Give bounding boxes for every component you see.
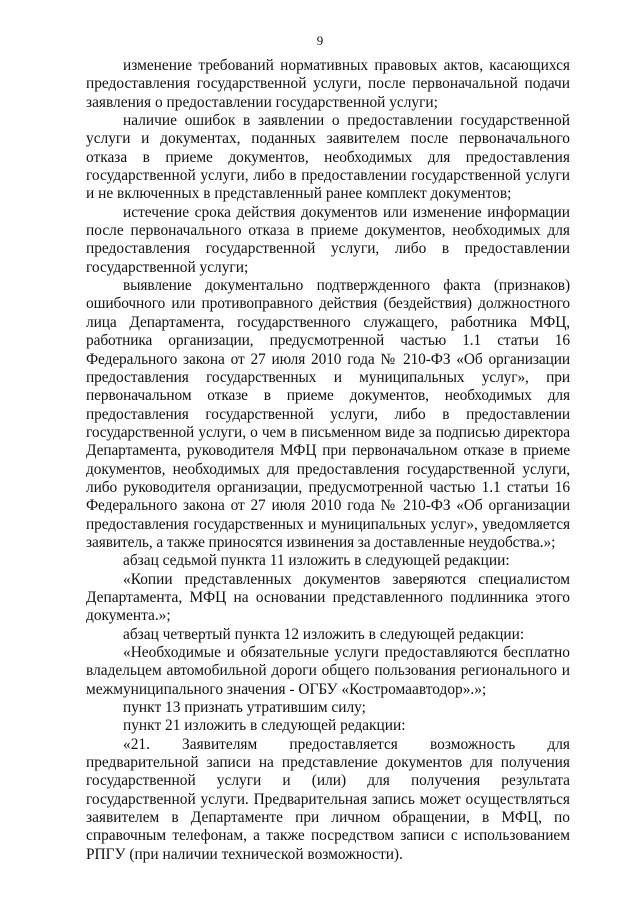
paragraph-amend-item-11: абзац седьмой пункта 11 изложить в следующей редакции: [123,552,510,570]
paragraph-amend-item-12: абзац четвертый пункта 12 изложить в следующей редакции: [123,625,525,643]
paragraph-copies-certified: «Копии представленных документов заверяются специалистом Департамента, МФЦ на основании представленного подлинника этого документа.»; [86,570,570,625]
paragraph-erroneous-action: выявление документально подтвержденного факта (признаков) ошибочного или противоправного действия (бездействия) должностного лица Департамента, государственного служащего, работника МФЦ, работника организации, предусмотренной частью 1.1 статьи 16 Федерального закона от 27 июля 2010 года № 210-ФЗ «Об организации предоставления государственных и муниципальных услуг», при первоначальном отказе в приеме документов, необходимых для предоставления государственной услуги, либо в предоставлении государственной услуги, о чем в письменном виде за подписью директора Департамента, руководителя МФЦ при первоначальном отказе в приеме документов, необходимых для предоставления государственной услуги, либо руководителя организации, предусмотренной частью 1.1 статьи 16 Федерального закона от 27 июля 2010 года № 210-ФЗ «Об организации предоставления государственных и муниципальных услуг», уведомляется заявитель, а также приносятся извинения за доставленные неудобства.»; [86,277,570,551]
paragraph-document-expiry: истечение срока действия документов или изменение информации после первоначального отказа в приеме документов, необходимых для предоставления государственной услуги, либо в предоставлении государственной услуги; [86,203,570,276]
paragraph-item-21-preregistration: «21. Заявителям предоставляется возможность для предварительной записи на представление документов для получения государственной услуги и (или) для получения результата государственной услуги. Предварительная запись может осуществляться заявителем в Департаменте при личном обращении, в МФЦ, по справочным телефонам, а также посредством записи с использованием РПГУ (при наличии технической возможности). [86,735,570,863]
paragraph-errors-in-application: наличие ошибок в заявлении о предоставлении государственной услуги и документах, поданных заявителем после первоначального отказа в приеме документов, необходимых для предоставления государственной услуги, либо в предоставлении государственной услуги и не включенных в представленный ранее комплект документов; [86,112,570,203]
paragraph-item-13-repealed: пункт 13 признать утратившим силу; [123,699,366,717]
paragraph-free-services: «Необходимые и обязательные услуги предоставляются бесплатно владельцем автомобильной дороги общего пользования регионального и межмуниципального значения - ОГБУ «Костромаавтодор».»; [86,644,570,698]
page-number: 9 [316,33,324,48]
paragraph-legal-requirements-change: изменение требований нормативных правовых актов, касающихся предоставления государственной услуги, после первоначальной подачи заявления о предоставлении государственной услуги; [86,57,570,111]
paragraph-amend-item-21: пункт 21 изложить в следующей редакции: [123,717,406,735]
document-body [86,57,570,864]
